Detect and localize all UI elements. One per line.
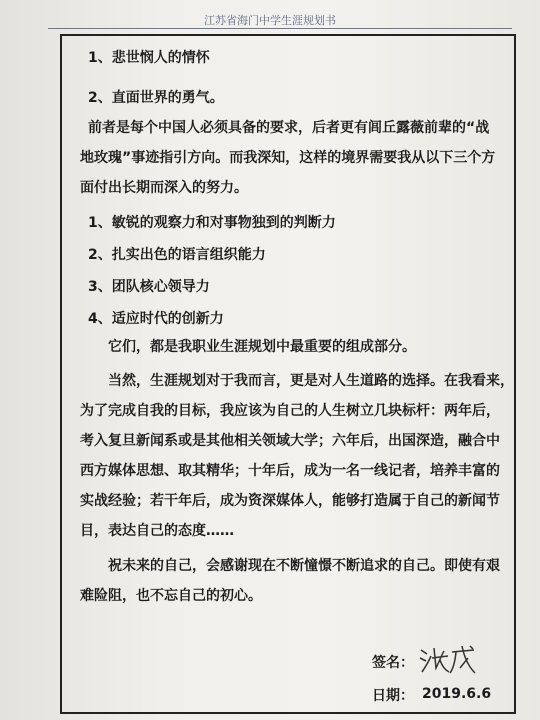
paragraph-line: 它们，都是我职业生涯规划中最重要的组成部分。 [108,339,416,355]
paragraph-line: 地玫瑰”事迹指引方向。而我深知，这样的境界需要我从以下三个方 [80,150,496,166]
list-item-compassion: 1、悲世悯人的情怀 [88,50,210,66]
list-item-leadership: 3、团队核心领导力 [88,279,210,295]
paragraph-line: 目，表达自己的态度…… [80,523,234,539]
list-item-innovation: 4、适应时代的创新力 [88,311,224,327]
paragraph-line: 祝未来的自己，会感谢现在不断憧憬不断追求的自己。即使有艰 [108,558,500,574]
date-value: 2019.6.6 [422,686,492,702]
paragraph-line: 面付出长期而深入的努力。 [80,180,248,196]
list-item-language: 2、扎实出色的语言组织能力 [88,247,266,263]
date-label: 日期： [372,688,414,704]
header-rule [48,28,512,29]
paragraph-line: 考入复旦新闻系或是其他相关领域大学；六年后，出国深造，融合中 [80,433,500,449]
document-header: 江苏省海门中学生涯规划书 [204,14,336,27]
paragraph-line: 实战经验；若干年后，成为资深媒体人，能够打造属于自己的新闻节 [80,493,500,509]
handwritten-signature [418,642,478,676]
paragraph-line: 难险阻，也不忘自己的初心。 [80,588,262,604]
paragraph-line: 西方媒体思想、取其精华；十年后，成为一名一线记者，培养丰富的 [80,463,500,479]
paragraph-line: 当然，生涯规划对于我而言，更是对人生道路的选择。在我看来， [108,373,514,389]
list-item-courage: 2、直面世界的勇气。 [88,90,224,106]
paragraph-line: 为了完成自我的目标，我应该为自己的人生树立几块标杆：两年后， [80,403,500,419]
list-item-observation: 1、敏锐的观察力和对事物独到的判断力 [88,215,336,231]
paragraph-line: 前者是每个中国人必须具备的要求，后者更有闾丘露薇前辈的“战 [88,120,490,136]
signature-label: 签名： [372,655,414,671]
